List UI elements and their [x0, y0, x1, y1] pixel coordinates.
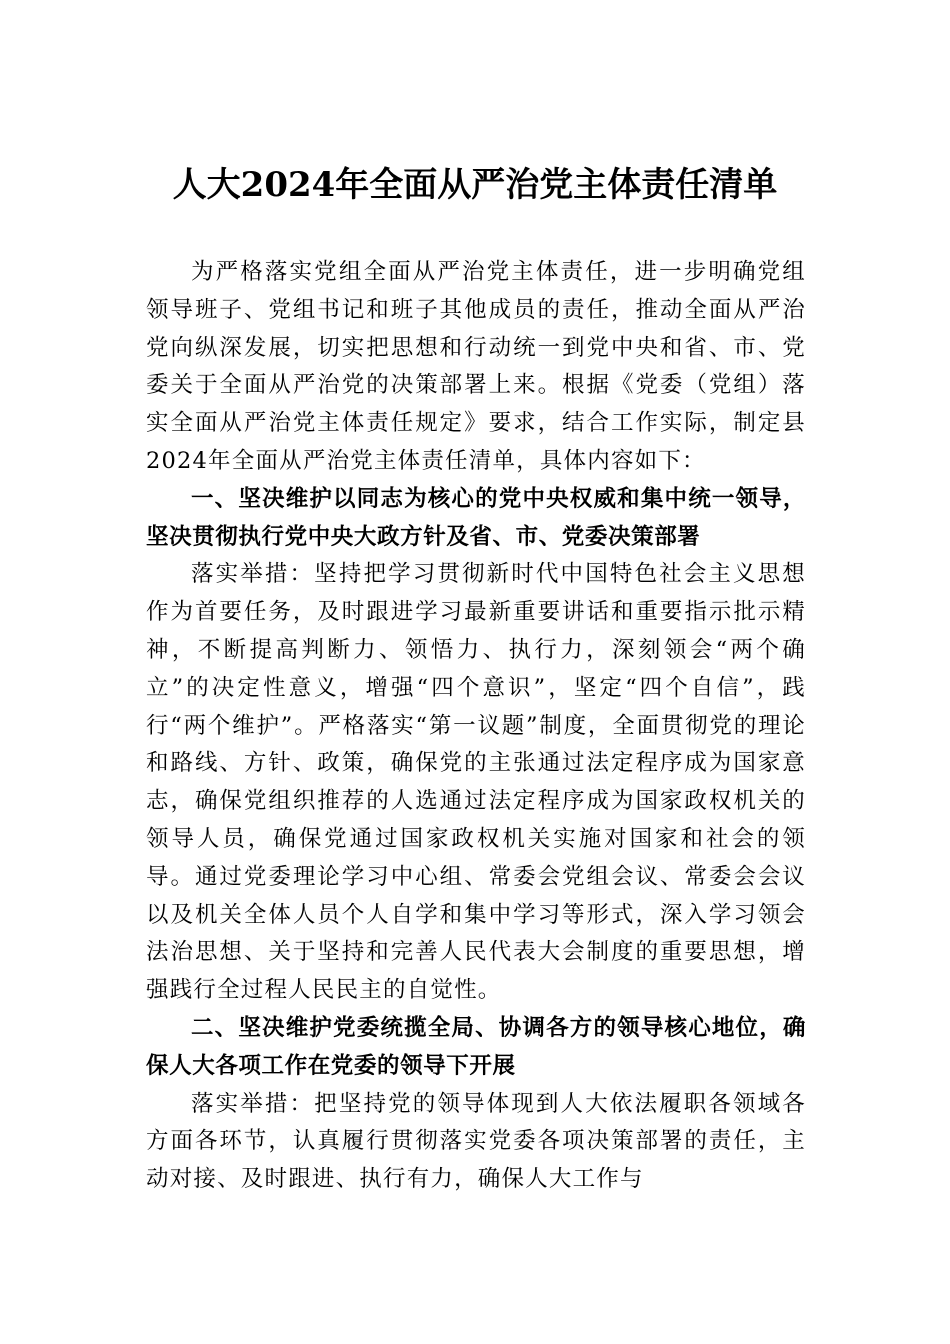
document-body	[146, 254, 806, 1199]
section-heading-1: 一、坚决维护以同志为核心的党中央权威和集中统一领导，坚决贯彻执行党中央大政方针及省、市、党委决策部署	[146, 485, 806, 550]
section-content-2: 落实举措：把坚持党的领导体现到人大依法履职各领域各方面各环节，认真履行贯彻落实党委各项决策部署的责任，主动对接、及时跟进、执行有力，确保人大工作与	[146, 1090, 806, 1193]
section-content-1: 落实举措：坚持把学习贯彻新时代中国特色社会主义思想作为首要任务，及时跟进学习最新重要讲话和重要指示批示精神，不断提高判断力、领悟力、执行力，深刻领会“两个确立”的决定性意义，增强“四个意识”，坚定“四个自信”，践行“两个维护”。严格落实“第一议题”制度，全面贯彻党的理论和路线、方针、政策，确保党的主张通过法定程序成为国家意志，确保党组织推荐的人选通过法定程序成为国家政权机关的领导人员，确保党通过国家政权机关实施对国家和社会的领导。通过党委理论学习中心组、常委会党组会议、常委会会议以及机关全体人员个人自学和集中学习等形式，深入学习领会法治思想、关于坚持和完善人民代表大会制度的重要思想，增强践行全过程人民民主的自觉性。	[146, 561, 806, 1004]
document-title: 人大2024年全面从严治党主体责任清单	[172, 165, 778, 205]
section-heading-2: 二、坚决维护党委统揽全局、协调各方的领导核心地位，确保人大各项工作在党委的领导下开展	[146, 1014, 806, 1079]
intro-paragraph: 为严格落实党组全面从严治党主体责任，进一步明确党组领导班子、党组书记和班子其他成员的责任，推动全面从严治党向纵深发展，切实把思想和行动统一到党中央和省、市、党委关于全面从严治党的决策部署上来。根据《党委（党组）落实全面从严治党主体责任规定》要求，结合工作实际，制定县2024年全面从严治党主体责任清单，具体内容如下：	[146, 259, 806, 474]
